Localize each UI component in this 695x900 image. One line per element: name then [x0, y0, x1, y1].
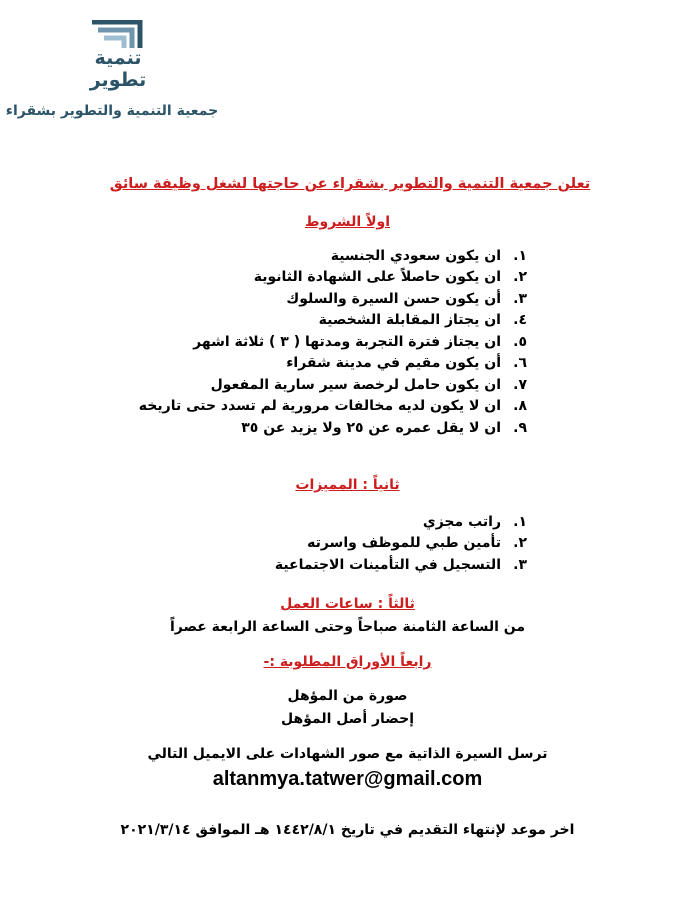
list-item [275, 554, 527, 576]
required-documents-title: رابعاً الأوراق المطلوبة :- [263, 654, 432, 670]
list-item [139, 374, 527, 396]
item-text: التسجيل في التأمينات الاجتماعية [274, 556, 501, 573]
item-number: ٩. [513, 419, 527, 436]
contact-email: altanmya.tatwer@gmail.com [212, 768, 483, 790]
send-instruction: ترسل السيرة الذاتية مع صور الشهادات على الايميل التالي [147, 746, 548, 762]
item-number: ١. [513, 513, 527, 530]
item-number: ٢. [513, 535, 527, 552]
benefits-list [275, 511, 527, 576]
item-number: ٨. [513, 398, 527, 415]
item-text: راتب مجزي [422, 513, 501, 530]
item-number: ٧. [513, 376, 527, 393]
item-number: ١. [513, 247, 527, 264]
item-number: ٢. [513, 269, 527, 286]
item-number: ٤. [513, 312, 527, 329]
announcement-headline: تعلن جمعية التنمية والتطوير بشقراء عن حاجتها لشغل وظيفة سائق [109, 176, 591, 192]
item-text: ان يكون حامل لرخصة سير سارية المفعول [210, 376, 501, 393]
item-text: تأمين طبي للموظف واسرته [307, 535, 501, 552]
list-item [139, 310, 527, 332]
item-number: ٦. [513, 355, 527, 372]
list-item [139, 417, 527, 439]
benefits-title: ثانياً : المميزات [295, 477, 400, 493]
item-text: ان يجتاز المقابلة الشخصية [318, 312, 501, 329]
item-text: أن يكون حسن السيرة والسلوك [286, 290, 501, 307]
list-item [139, 245, 527, 267]
logo [0, 8, 260, 118]
conditions-title: اولاً الشروط [304, 214, 391, 230]
item-number: ٣. [513, 556, 527, 573]
item-text: ان يجتاز فترة التجربة ومدتها ( ٣ ) ثلاثة اشهر [193, 333, 501, 350]
work-hours-text: من الساعة الثامنة صباحاً وحتى الساعة الرابعة عصراً [169, 619, 526, 635]
list-item [139, 267, 527, 289]
application-deadline: اخر موعد لإنتهاء التقديم في تاريخ ١٤٤٢/٨/١ هـ الموافق ٢٠٢١/٣/١٤ [120, 822, 575, 838]
item-text: ان يكون حاصلاً على الشهادة الثانوية [253, 269, 501, 286]
list-item [275, 511, 527, 533]
list-item [139, 353, 527, 375]
logo-caption: جمعية التنمية والتطوير بشقراء [5, 103, 219, 119]
list-item [139, 396, 527, 418]
logo-word-tanmia: تنمية [94, 47, 142, 69]
item-text: ان لا يكون لديه مخالفات مرورية لم تسدد حتى تاريخه [138, 398, 501, 415]
list-item [139, 288, 527, 310]
list-item [275, 533, 527, 555]
list-item [139, 331, 527, 353]
work-hours-title: ثالثاً : ساعات العمل [280, 596, 415, 612]
document-item: صورة من المؤهل [287, 688, 408, 704]
item-number: ٥. [513, 333, 527, 350]
document-item: إحضار أصل المؤهل [281, 711, 414, 727]
item-text: ان يكون سعودي الجنسية [330, 247, 501, 264]
logo-word-tatweer: تطوير [89, 69, 147, 91]
item-text: ان لا يقل عمره عن ٢٥ ولا يزيد عن ٣٥ [241, 419, 501, 436]
item-number: ٣. [513, 290, 527, 307]
item-text: أن يكون مقيم في مدينة شقراء [286, 355, 501, 372]
conditions-list [139, 245, 527, 439]
